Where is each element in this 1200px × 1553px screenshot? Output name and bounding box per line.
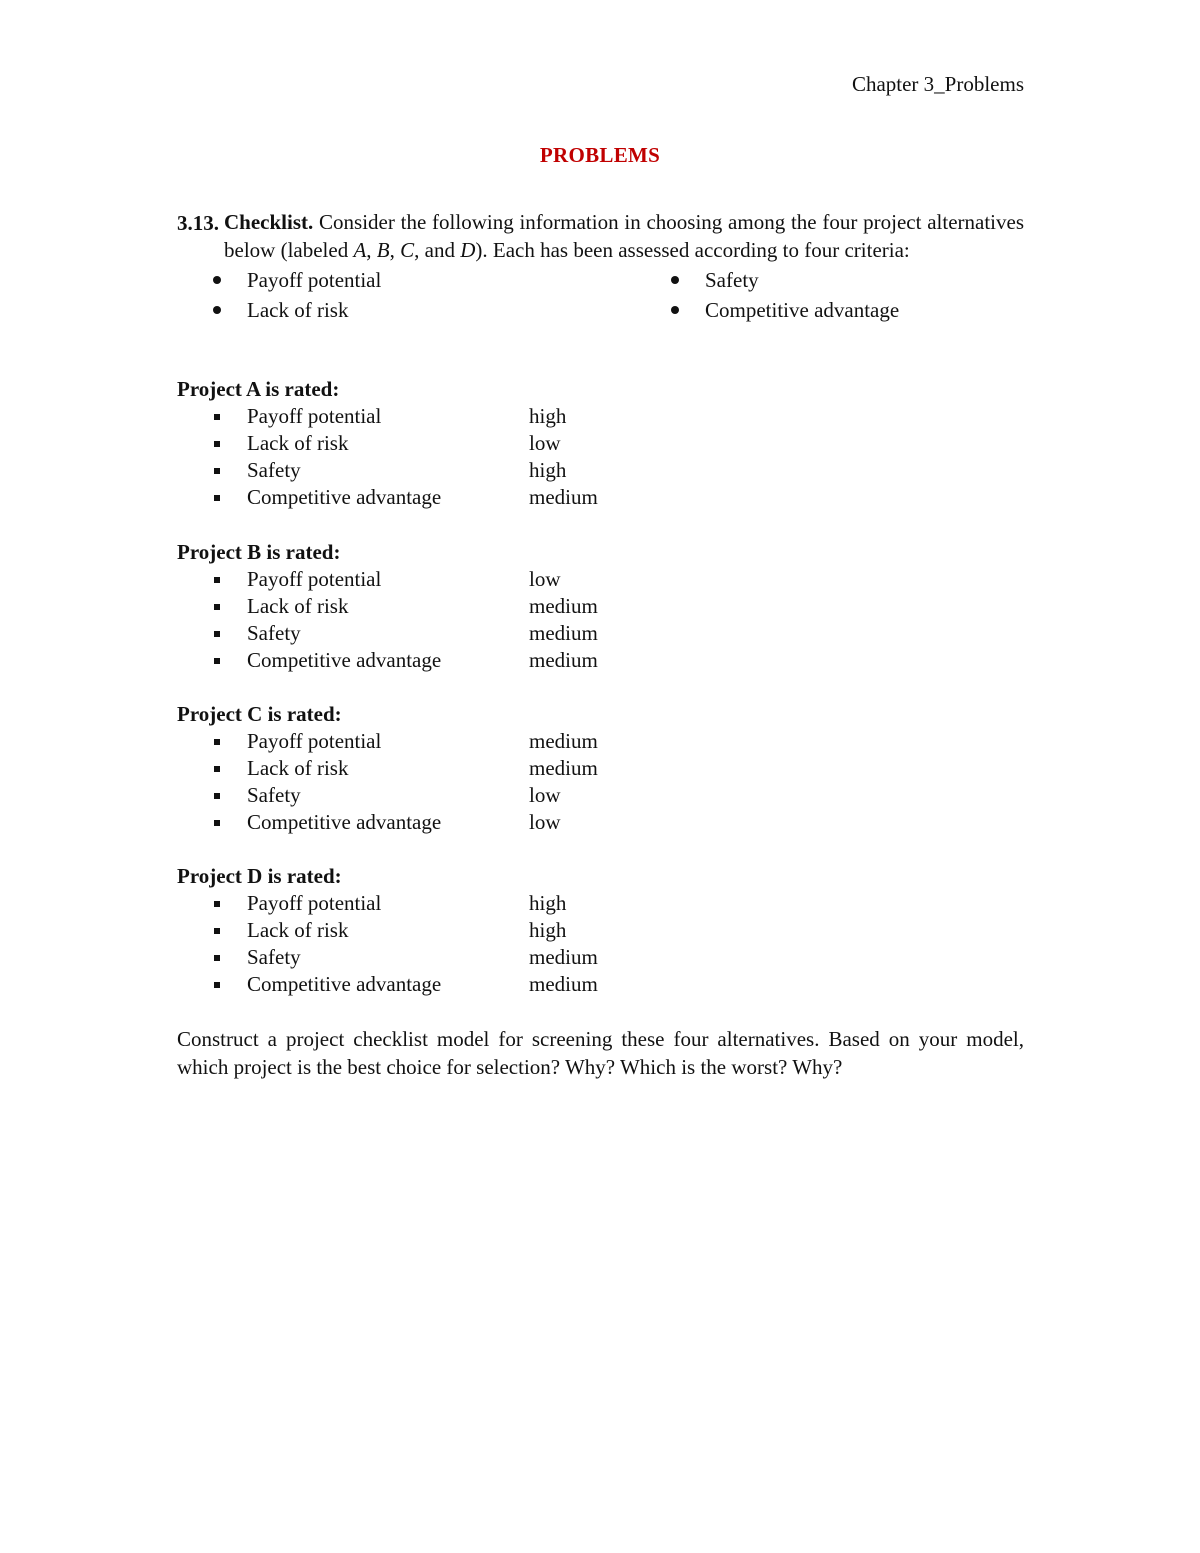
project-title: Project A is rated: [177, 377, 340, 401]
criteria-label: Payoff potential [247, 268, 382, 292]
rating-value: medium [529, 729, 598, 753]
rating-value: low [529, 567, 561, 591]
criterion-name: Competitive advantage [247, 648, 442, 672]
rating-row [177, 457, 777, 484]
label-separator: , [389, 237, 401, 262]
rating-value: medium [529, 756, 598, 780]
intro-text-part1: Consider the following information in choosing among the four project alternatives below (labeled [224, 210, 1024, 262]
project-b-block [177, 538, 777, 674]
bullet-square-icon [214, 820, 220, 826]
criterion-name: Safety [247, 945, 301, 969]
label-a: A [353, 237, 367, 262]
project-title: Project B is rated: [177, 540, 341, 564]
rating-row [177, 971, 777, 998]
problem-statement [177, 209, 1024, 264]
criterion-name: Payoff potential [247, 729, 382, 753]
rating-row [177, 809, 777, 836]
bullet-square-icon [214, 441, 220, 447]
rating-value: medium [529, 972, 598, 996]
label-c: C [400, 237, 415, 262]
bullet-dot-icon [213, 306, 221, 314]
rating-value: medium [529, 485, 598, 509]
problem-intro [224, 209, 1024, 264]
bullet-square-icon [214, 982, 220, 988]
page-title: PROBLEMS [539, 143, 661, 167]
rating-row [177, 403, 777, 430]
criteria-list [213, 265, 1024, 325]
bullet-square-icon [214, 604, 220, 610]
bullet-square-icon [214, 631, 220, 637]
project-d-block [177, 862, 777, 998]
project-title: Project C is rated: [177, 702, 342, 726]
bullet-dot-icon [671, 276, 679, 284]
criterion-name: Competitive advantage [247, 972, 442, 996]
page-header: Chapter 3_Problems [851, 72, 1024, 96]
bullet-square-icon [214, 495, 220, 501]
rating-value: high [529, 404, 567, 428]
rating-row [177, 890, 777, 917]
label-b: B [376, 237, 390, 262]
bullet-square-icon [214, 414, 220, 420]
rating-row [177, 647, 777, 674]
intro-text-part2: ). Each has been assessed according to four criteria: [475, 237, 910, 262]
project-a-block [177, 375, 777, 511]
criterion-name: Competitive advantage [247, 485, 442, 509]
criterion-name: Safety [247, 621, 301, 645]
rating-value: low [529, 810, 561, 834]
project-c-block [177, 700, 777, 836]
bullet-dot-icon [213, 276, 221, 284]
criterion-name: Lack of risk [247, 918, 349, 942]
rating-value: high [529, 918, 567, 942]
criterion-name: Safety [247, 458, 301, 482]
criterion-name: Competitive advantage [247, 810, 442, 834]
criterion-name: Safety [247, 783, 301, 807]
rating-row [177, 782, 777, 809]
criteria-item [213, 265, 671, 295]
bullet-square-icon [214, 955, 220, 961]
rating-value: high [529, 458, 567, 482]
rating-value: medium [529, 594, 598, 618]
criteria-item [671, 265, 1024, 295]
criteria-label: Competitive advantage [705, 298, 900, 322]
bullet-square-icon [214, 766, 220, 772]
rating-row [177, 755, 777, 782]
rating-row [177, 917, 777, 944]
bullet-square-icon [214, 901, 220, 907]
rating-value: medium [529, 648, 598, 672]
rating-row [177, 620, 777, 647]
bullet-square-icon [214, 658, 220, 664]
bullet-square-icon [214, 468, 220, 474]
criterion-name: Lack of risk [247, 756, 349, 780]
rating-value: low [529, 431, 561, 455]
label-separator: , and [414, 237, 461, 262]
criterion-name: Payoff potential [247, 567, 382, 591]
rating-value: medium [529, 621, 598, 645]
bullet-dot-icon [671, 306, 679, 314]
bullet-square-icon [214, 577, 220, 583]
rating-row [177, 566, 777, 593]
project-title: Project D is rated: [177, 864, 342, 888]
problem-3-13 [177, 209, 1024, 325]
criterion-name: Payoff potential [247, 891, 382, 915]
bullet-square-icon [214, 793, 220, 799]
rating-value: high [529, 891, 567, 915]
rating-value: low [529, 783, 561, 807]
criterion-name: Payoff potential [247, 404, 382, 428]
label-separator: , [366, 237, 377, 262]
rating-row [177, 728, 777, 755]
rating-row [177, 430, 777, 457]
criteria-item [213, 295, 671, 325]
closing-question: Construct a project checklist model for screening these four alternatives. Based on your model, which project is the best choice for selection? Why? Which is the worst? Why? [177, 1027, 1024, 1079]
rating-value: medium [529, 945, 598, 969]
label-d: D [460, 237, 476, 262]
criteria-label: Lack of risk [247, 298, 349, 322]
bullet-square-icon [214, 928, 220, 934]
rating-row [177, 944, 777, 971]
criterion-name: Lack of risk [247, 431, 349, 455]
rating-row [177, 484, 777, 511]
criterion-name: Lack of risk [247, 594, 349, 618]
bullet-square-icon [214, 739, 220, 745]
problem-number: 3.13. [177, 211, 219, 235]
problem-name: Checklist. [224, 210, 314, 234]
criteria-label: Safety [705, 268, 759, 292]
rating-row [177, 593, 777, 620]
criteria-item [671, 295, 1024, 325]
